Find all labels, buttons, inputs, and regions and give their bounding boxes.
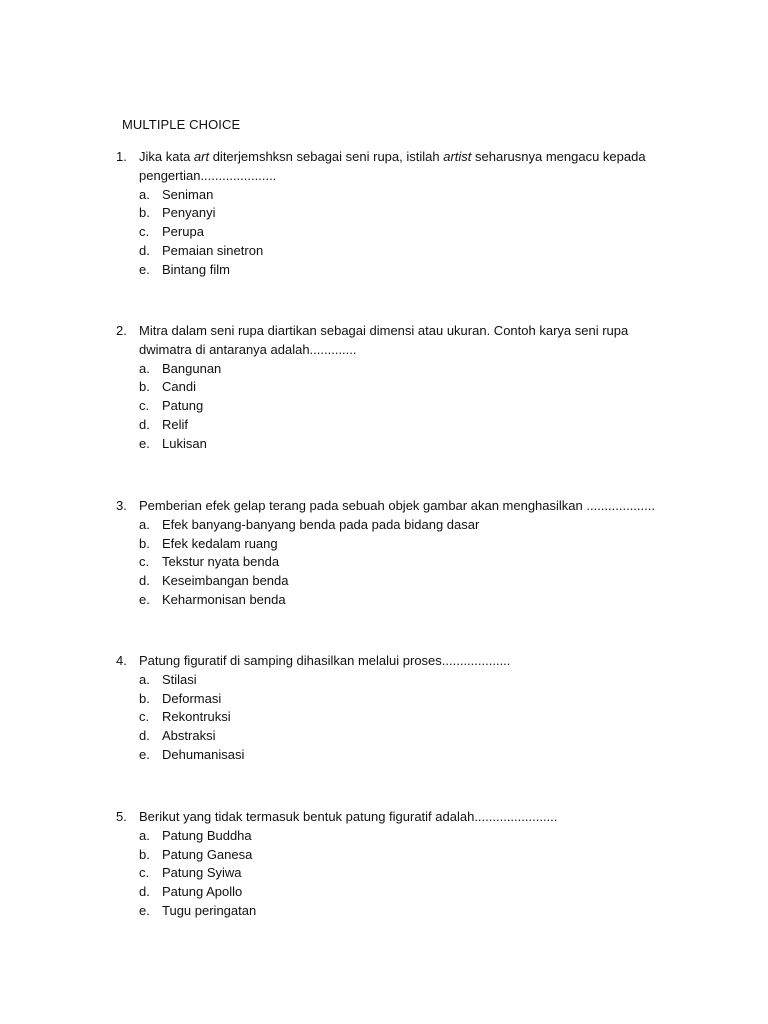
option-text: Stilasi	[162, 671, 197, 687]
question-1	[116, 148, 676, 280]
question-number: 3.	[116, 498, 127, 513]
answer-option	[116, 261, 676, 280]
option-text: Bintang film	[162, 261, 230, 277]
answer-option	[116, 553, 676, 572]
answer-option	[116, 708, 676, 727]
option-text: Rekontruksi	[162, 709, 231, 725]
answer-option	[116, 360, 676, 379]
answer-option	[116, 827, 676, 846]
option-letter: c.	[139, 224, 150, 240]
option-text: Efek banyang-banyang benda pada pada bidang dasar	[162, 516, 480, 532]
option-text: Deformasi	[162, 690, 222, 706]
answer-option	[116, 516, 676, 535]
option-text: Bangunan	[162, 360, 222, 376]
option-text: Lukisan	[162, 435, 207, 451]
option-letter: b.	[139, 205, 150, 221]
question-text: Patung figuratif di samping dihasilkan melalui proses...................	[139, 653, 511, 668]
answer-option	[116, 883, 676, 902]
option-text: Tugu peringatan	[162, 902, 257, 918]
option-text: Patung Ganesa	[162, 846, 253, 862]
answer-option	[116, 378, 676, 397]
option-letter: d.	[139, 884, 150, 900]
option-letter: e.	[139, 435, 150, 451]
option-text: Patung Apollo	[162, 884, 243, 900]
option-letter: a.	[139, 186, 150, 202]
question-5	[116, 808, 676, 921]
question-text-italic: artist	[443, 149, 472, 164]
option-text: Keharmonisan benda	[162, 591, 286, 607]
option-letter: a.	[139, 516, 150, 532]
option-letter: b.	[139, 690, 150, 706]
answer-option	[116, 204, 676, 223]
option-letter: b.	[139, 846, 150, 862]
question-number: 4.	[116, 653, 127, 668]
answer-option	[116, 397, 676, 416]
question-number: 5.	[116, 809, 127, 824]
answer-option	[116, 671, 676, 690]
question-text: pengertian.....................	[139, 167, 277, 183]
answer-option	[116, 435, 676, 454]
question-line	[116, 148, 676, 167]
option-text: Relif	[162, 416, 189, 432]
document-title: MULTIPLE CHOICE	[122, 117, 241, 132]
answer-option	[116, 746, 676, 765]
answer-option	[116, 690, 676, 709]
answer-option	[116, 186, 676, 205]
answer-option	[116, 902, 676, 921]
option-letter: e.	[139, 746, 150, 762]
question-line	[116, 652, 676, 671]
question-text	[139, 148, 646, 167]
question-text-part: Jika kata	[139, 149, 194, 164]
option-letter: d.	[139, 573, 150, 589]
question-text-italic: art	[193, 149, 210, 164]
question-line	[116, 322, 676, 341]
question-text-part: diterjemshksn sebagai seni rupa, istilah	[209, 149, 444, 164]
option-letter: b.	[139, 379, 150, 395]
option-text: Abstraksi	[162, 728, 216, 744]
answer-option	[116, 416, 676, 435]
question-2	[116, 322, 676, 454]
option-letter: c.	[139, 554, 150, 570]
answer-option	[116, 572, 676, 591]
option-text: Pemaian sinetron	[162, 242, 264, 258]
question-text: dwimatra di antaranya adalah.............	[139, 341, 357, 357]
option-letter: e.	[139, 261, 150, 277]
answer-option	[116, 864, 676, 883]
option-letter: c.	[139, 865, 150, 881]
question-line	[116, 497, 676, 516]
option-letter: c.	[139, 709, 150, 725]
option-letter: e.	[139, 591, 150, 607]
question-3	[116, 497, 676, 610]
option-text: Patung Syiwa	[162, 865, 242, 881]
option-letter: e.	[139, 902, 150, 918]
question-line	[116, 808, 676, 827]
answer-option	[116, 535, 676, 554]
option-letter: c.	[139, 398, 150, 414]
question-number: 2.	[116, 323, 127, 338]
option-letter: a.	[139, 827, 150, 843]
option-text: Seniman	[162, 186, 214, 202]
answer-option	[116, 242, 676, 261]
option-letter: d.	[139, 242, 150, 258]
option-text: Penyanyi	[162, 205, 216, 221]
option-text: Perupa	[162, 224, 204, 240]
answer-option	[116, 591, 676, 610]
question-line	[116, 167, 676, 186]
question-text-part: seharusnya mengacu kepada	[471, 149, 646, 164]
option-text: Patung Buddha	[162, 827, 252, 843]
option-letter: a.	[139, 360, 150, 376]
question-text: Berikut yang tidak termasuk bentuk patung figuratif adalah.......................	[139, 809, 558, 824]
option-letter: b.	[139, 535, 150, 551]
question-line	[116, 341, 676, 360]
question-4	[116, 652, 676, 765]
answer-option	[116, 727, 676, 746]
option-text: Dehumanisasi	[162, 746, 245, 762]
question-text: Mitra dalam seni rupa diartikan sebagai dimensi atau ukuran. Contoh karya seni rupa	[139, 323, 629, 338]
answer-option	[116, 846, 676, 865]
option-text: Keseimbangan benda	[162, 573, 289, 589]
option-letter: d.	[139, 728, 150, 744]
option-letter: a.	[139, 671, 150, 687]
question-text: Pemberian efek gelap terang pada sebuah objek gambar akan menghasilkan ...................	[139, 498, 655, 513]
option-text: Tekstur nyata benda	[162, 554, 280, 570]
option-text: Candi	[162, 379, 196, 395]
answer-option	[116, 223, 676, 242]
question-number: 1.	[116, 149, 127, 164]
option-letter: d.	[139, 416, 150, 432]
option-text: Patung	[162, 398, 204, 414]
option-text: Efek kedalam ruang	[162, 535, 278, 551]
